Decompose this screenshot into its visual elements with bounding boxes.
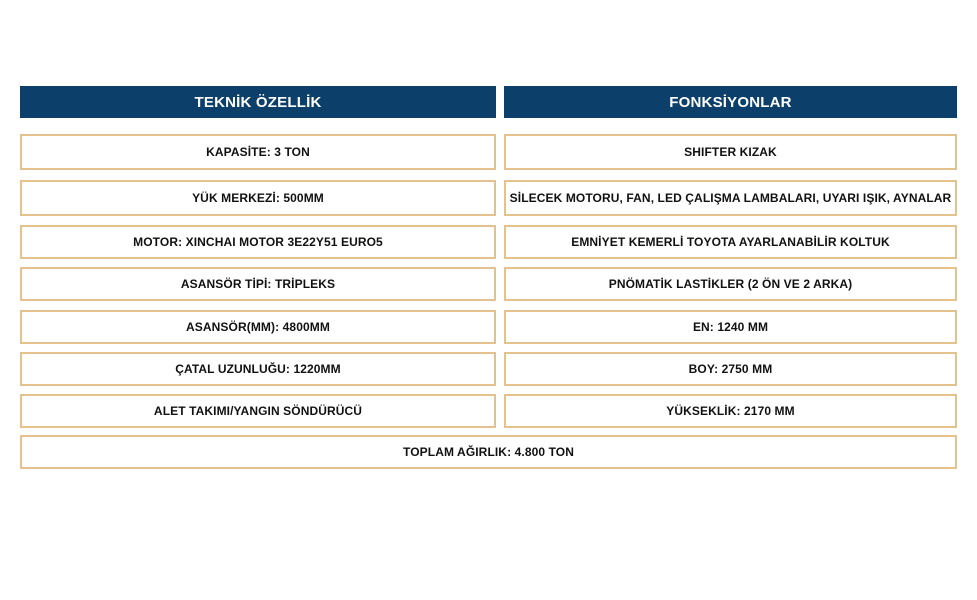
function-seat: EMNİYET KEMERLİ TOYOTA AYARLANABİLİR KOLTUK bbox=[504, 225, 957, 259]
spec-mast-height: ASANSÖR(MM): 4800MM bbox=[20, 310, 496, 344]
function-lights: SİLECEK MOTORU, FAN, LED ÇALIŞMA LAMBALARI, UYARI IŞIK, AYNALAR bbox=[504, 180, 957, 216]
header-technical-specs: TEKNİK ÖZELLİK bbox=[20, 86, 496, 118]
spec-toolkit: ALET TAKIMI/YANGIN SÖNDÜRÜCÜ bbox=[20, 394, 496, 428]
spec-capacity: KAPASİTE: 3 TON bbox=[20, 134, 496, 170]
function-width: EN: 1240 MM bbox=[504, 310, 957, 344]
spec-load-center: YÜK MERKEZİ: 500MM bbox=[20, 180, 496, 216]
spec-fork-length: ÇATAL UZUNLUĞU: 1220MM bbox=[20, 352, 496, 386]
function-tires: PNÖMATİK LASTİKLER (2 ÖN VE 2 ARKA) bbox=[504, 267, 957, 301]
function-height: YÜKSEKLİK: 2170 MM bbox=[504, 394, 957, 428]
total-weight: TOPLAM AĞIRLIK: 4.800 TON bbox=[20, 435, 957, 469]
header-functions: FONKSİYONLAR bbox=[504, 86, 957, 118]
function-length: BOY: 2750 MM bbox=[504, 352, 957, 386]
spec-engine: MOTOR: XINCHAI MOTOR 3E22Y51 EURO5 bbox=[20, 225, 496, 259]
function-shifter: SHIFTER KIZAK bbox=[504, 134, 957, 170]
spec-mast-type: ASANSÖR TİPİ: TRİPLEKS bbox=[20, 267, 496, 301]
